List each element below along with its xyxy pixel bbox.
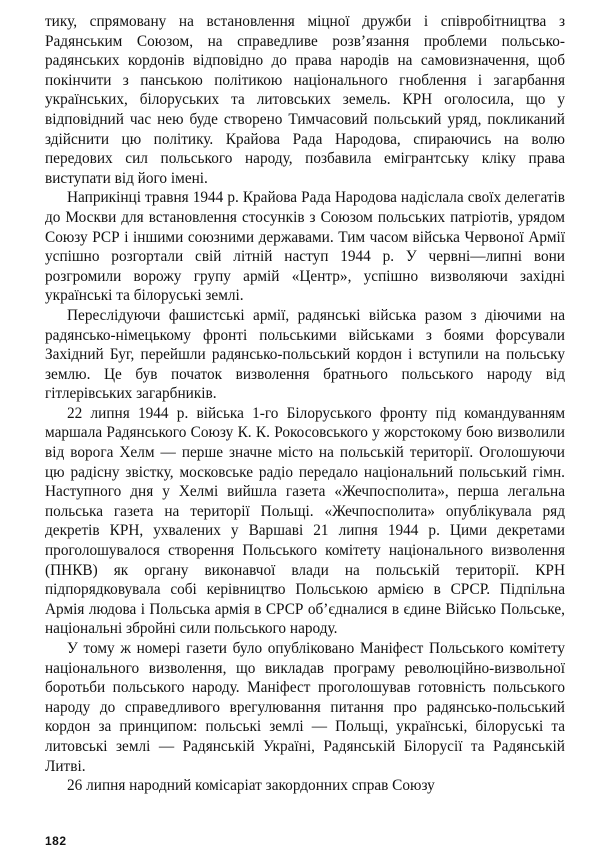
paragraph-1: тику, спрямовану на встановлення міцної дружби і співробітництва з Радянським Союзом, на справедливе розв’язання проблеми польсько-радянських кордонів відповідно до права народів на самовизначення, щоб покінчити з панською політикою національного гноблення і загарбання українських, білоруських та литовських земель. КРН оголосила, що у відповідний час нею буде створено Тимчасовий польський уряд, покликаний здійснити цю політику. Крайова Рада Народова, спираючись на волю передових сил польського народу, позбавила емігрантську кліку права виступати від його імені.: [45, 13, 565, 187]
paragraph-3: Переслідуючи фашистські армії, радянські війська разом з діючими на радянсько-німецькому фронті польськими військами з боями форсували Західний Буг, перейшли радянсько-польський кордон і вступили на польську землю. Це був початок визволення братнього польського народу від гітлерівських загарбників.: [45, 306, 565, 403]
paragraph-5: У тому ж номері газети було опубліковано Маніфест Польського комітету національного визволення, що викладав програму революційно-визвольної боротьби польського народу. Маніфест проголошував готовність польського народу до справедливого врегулювання питання про радянсько-польський кордон за принципом: польські землі — Польщі, українські, білоруські та литовські землі — Радянській Україні, Радянській Білорусії та Радянській Литві.: [45, 640, 565, 775]
page-number: 182: [45, 834, 67, 848]
paragraph-4: 22 липня 1944 р. війська 1-го Білоруського фронту під командуванням маршала Радянського Союзу К. К. Рокосовського у жорстокому бою визволили від ворога Хелм — перше значне місто на польській території. Оголошуючи цю радісну звістку, московське радіо передало національний польський гімн. Наступного дня у Хелмі вийшла газета «Жечпосполита», перша легальна польська газета на території Польщі. «Жечпосполита» опублікувала ряд декретів КРН, ухвалених у Варшаві 21 липня 1944 р. Цими декретами проголошувалося створення Польського комітету національного визволення (ПНКВ) як органу виконавчої влади на польській території. КРН підпорядковувала собі керівництво Польською армією в СРСР. Підпільна Армія людова і Польська армія в СРСР об’єдналися в єдине Військо Польське, національні збройні сили польського народу.: [45, 404, 565, 638]
page-body: [45, 12, 565, 796]
paragraph-6: 26 липня народний комісаріат закордонних справ Союзу: [67, 777, 435, 795]
paragraph-2: Наприкінці травня 1944 р. Крайова Рада Народова надіслала своїх делегатів до Москви для встановлення стосунків з Союзом польських патріотів, урядом Союзу РСР і іншими союзними державами. Тим часом війська Червоної Армії успішно розгортали свій літній наступ 1944 р. У червні—липні вони розгромили ворожу групу армій «Центр», успішно визволяючи західні українські та білоруські землі.: [45, 189, 565, 305]
